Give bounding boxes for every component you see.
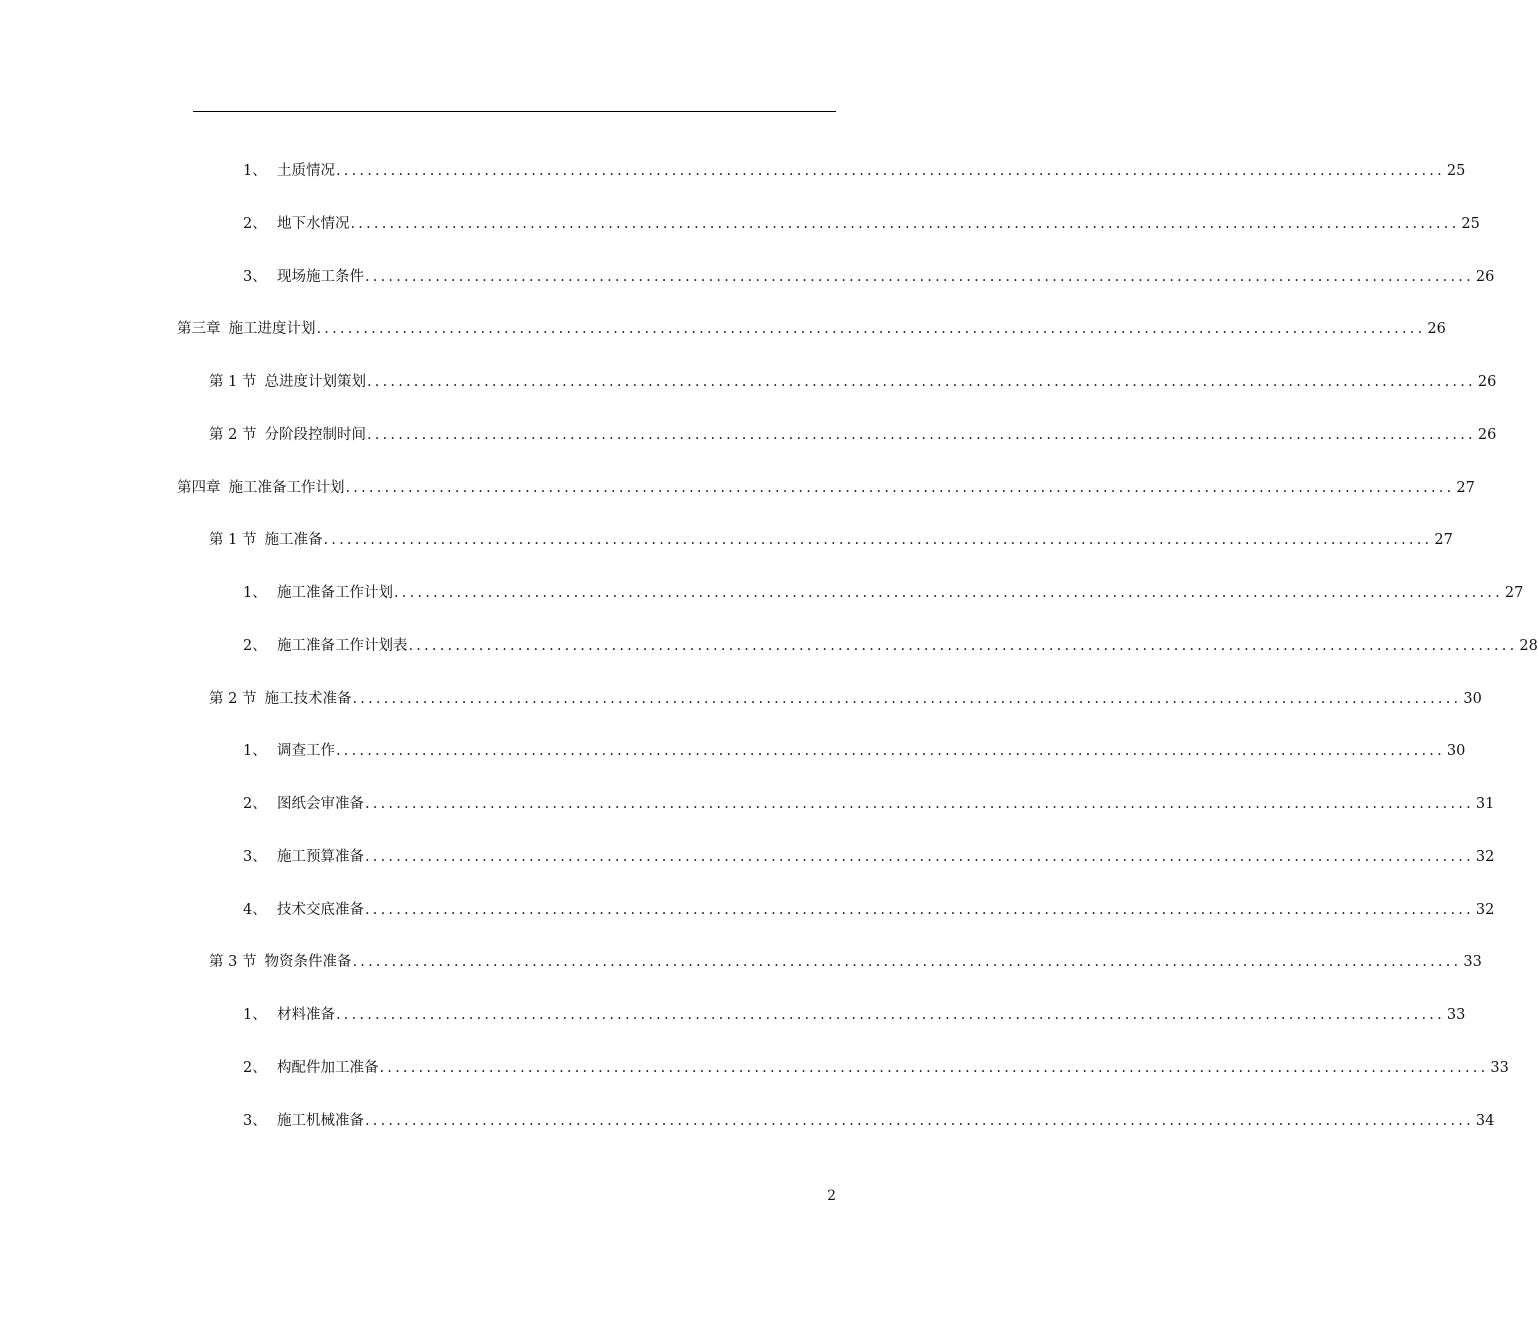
toc-entry-title: 施工准备工作计划表 [277,637,408,654]
toc-entry-title: 材料准备 [277,1007,335,1023]
toc-dot-leader: .............................................................................................................................................. [352,690,1462,707]
toc-entry[interactable] [243,846,1495,868]
toc-entry-number: 1、 [243,585,267,601]
toc-entry-title: 图纸会审准备 [277,796,364,812]
toc-entry-number: 第 2 节 [209,690,257,707]
toc-entry-title: 总进度计划策划 [264,374,366,390]
toc-entry-title: 现场施工条件 [277,268,364,285]
toc-entry-page: 27 [1504,585,1524,601]
toc-entry-title: 物资条件准备 [264,954,352,971]
toc-entry-title: 施工机械准备 [277,1112,364,1129]
toc-entry-page: 28 [1519,637,1538,654]
toc-entry-page: 33 [1446,1007,1466,1023]
toc-entry[interactable] [243,635,1538,657]
toc-entry-number: 第 2 节 [209,426,257,443]
toc-entry-title: 技术交底准备 [277,901,364,918]
toc-dot-leader: .............................................................................................................................................. [394,585,1503,601]
toc-entry-number: 2、 [243,1059,267,1076]
toc-entry[interactable] [209,951,1482,973]
toc-entry[interactable] [209,529,1453,551]
toc-entry-title: 施工准备 [264,532,323,549]
toc-dot-leader: .............................................................................................................................................. [350,215,1460,232]
toc-dot-leader: .............................................................................................................................................. [365,796,1474,812]
toc-entry-page: 26 [1477,374,1497,390]
toc-entry-title: 构配件加工准备 [277,1059,379,1076]
toc-entry-number: 4、 [243,901,267,918]
toc-entry-number: 1、 [243,743,267,760]
toc-entry-number: 1、 [243,163,267,179]
toc-entry-number: 3、 [243,1112,267,1129]
toc-entry[interactable] [243,1110,1495,1132]
toc-dot-leader: .............................................................................................................................................. [408,637,1518,654]
toc-entry[interactable] [209,688,1482,710]
toc-entry-number: 1、 [243,1007,267,1023]
toc-entry-page: 26 [1427,321,1446,338]
toc-entry-number: 第四章 [177,479,221,496]
toc-dot-leader: .............................................................................................................................................. [365,1112,1474,1129]
toc-dot-leader: .............................................................................................................................................. [379,1059,1489,1076]
toc-dot-leader: .............................................................................................................................................. [336,163,1445,179]
toc-entry-title: 调查工作 [277,743,335,760]
toc-entry[interactable] [243,740,1466,762]
toc-dot-leader: .............................................................................................................................................. [345,479,1455,496]
toc-entry-title: 分阶段控制时间 [264,426,366,443]
toc-entry-page: 25 [1446,163,1466,179]
toc-entry-page: 32 [1475,901,1495,918]
toc-entry[interactable] [243,213,1480,235]
toc-dot-leader: .............................................................................................................................................. [336,743,1445,760]
toc-entry-title: 施工准备工作计划 [228,479,345,496]
toc-entry-page: 33 [1463,954,1482,971]
toc-entry-title: 施工进度计划 [228,321,316,338]
page-number: 2 [827,1188,836,1204]
toc-entry-page: 30 [1463,690,1482,707]
toc-entry-page: 25 [1461,215,1480,232]
toc-entry-page: 30 [1446,743,1466,760]
toc-dot-leader: .............................................................................................................................................. [365,901,1474,918]
toc-dot-leader: .............................................................................................................................................. [352,954,1462,971]
toc-entry-number: 第 1 节 [209,532,257,549]
toc-dot-leader: .............................................................................................................................................. [366,374,1476,390]
toc-entry-page: 27 [1434,532,1453,549]
toc-entry-page: 31 [1475,796,1495,812]
toc-entry[interactable] [177,477,1475,499]
toc-entry-number: 2、 [243,215,267,232]
toc-entry-number: 第 3 节 [209,954,257,971]
toc-entry-number: 3、 [243,848,267,865]
toc-entry-number: 3、 [243,268,267,285]
toc-entry-page: 26 [1475,268,1495,285]
toc-dot-leader: .............................................................................................................................................. [365,268,1474,285]
toc-entry-number: 2、 [243,796,267,812]
toc-dot-leader: .............................................................................................................................................. [323,532,1433,549]
toc-dot-leader: .............................................................................................................................................. [316,321,1426,338]
toc-entry-page: 34 [1475,1112,1495,1129]
toc-entry[interactable] [243,1004,1466,1026]
toc-entry-title: 施工技术准备 [264,690,352,707]
toc-entry[interactable] [243,160,1466,182]
toc-entry-page: 27 [1456,479,1475,496]
toc-entry[interactable] [243,899,1495,921]
toc-entry-title: 施工准备工作计划 [277,585,393,601]
toc-entry-page: 33 [1490,1059,1509,1076]
toc-entry[interactable] [243,793,1495,815]
toc-entry-title: 地下水情况 [277,215,350,232]
toc-entry[interactable] [243,1057,1509,1079]
toc-entry[interactable] [209,371,1497,393]
toc-entry-page: 32 [1475,848,1495,865]
toc-entry-number: 第三章 [177,321,221,338]
toc-entry[interactable] [209,424,1497,446]
toc-entry[interactable] [243,266,1495,288]
toc-dot-leader: .............................................................................................................................................. [365,848,1474,865]
toc-entry-number: 2、 [243,637,267,654]
toc-entry-title: 土质情况 [277,163,335,179]
toc-entry-number: 第 1 节 [209,374,257,390]
toc-entry[interactable] [243,582,1524,604]
toc-entry[interactable] [177,318,1446,340]
toc-dot-leader: .............................................................................................................................................. [366,426,1476,443]
toc-dot-leader: .............................................................................................................................................. [336,1007,1445,1023]
toc-entry-page: 26 [1477,426,1497,443]
toc-entry-title: 施工预算准备 [277,848,364,865]
